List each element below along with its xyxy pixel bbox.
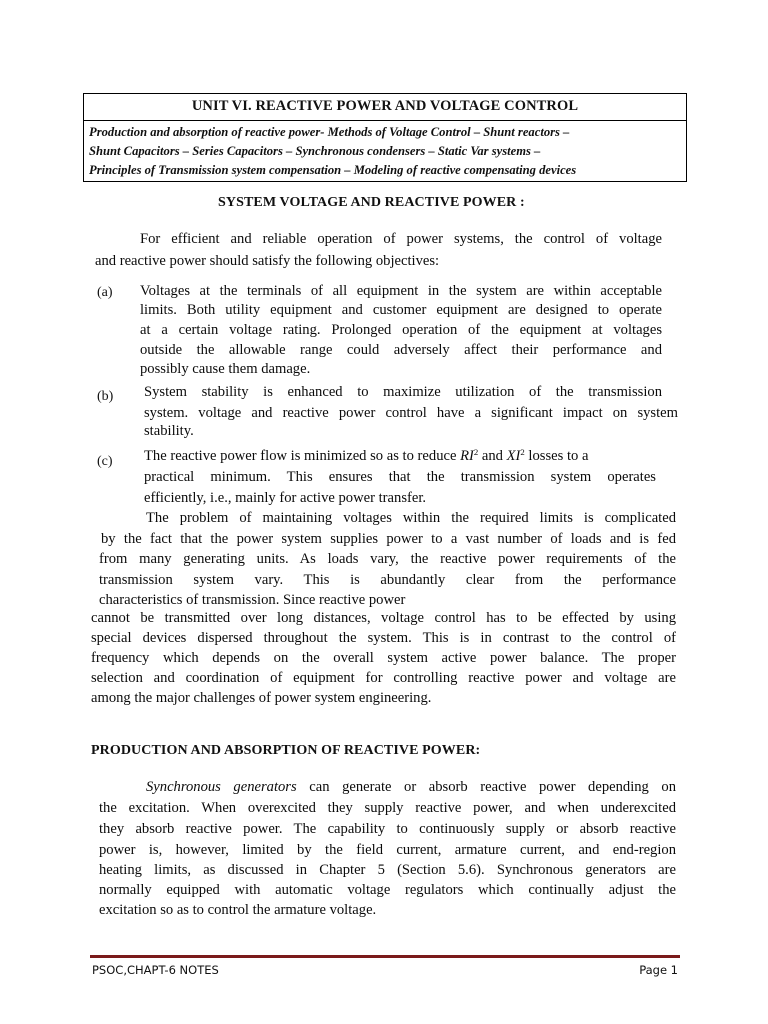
section-heading-production-absorption: PRODUCTION AND ABSORPTION OF REACTIVE POWER:: [91, 743, 481, 758]
sec2-line-1-rest: can generate or absorb reactive power depending on: [296, 779, 676, 795]
para-line-6: cannot be transmitted over long distances, voltage control has to be effected by using: [91, 610, 676, 626]
topics-line-3: Principles of Transmission system compensation – Modeling of reactive compensating devices: [89, 163, 577, 177]
topics-line-1: Production and absorption of reactive power- Methods of Voltage Control – Shunt reactors –: [89, 125, 570, 139]
item-b-line-2: system. voltage and reactive power control have a significant impact on system: [144, 405, 678, 421]
item-c-line-1: [144, 448, 684, 465]
sec2-italic-term: Synchronous generators: [146, 779, 297, 795]
item-c-ri-exp: 2: [473, 448, 479, 458]
section-heading-system-voltage: SYSTEM VOLTAGE AND REACTIVE POWER :: [218, 195, 525, 210]
para-line-4: transmission system vary. This is abundantly clear from the performance: [99, 572, 676, 588]
para-line-8: frequency which depends on the overall system active power balance. The proper: [91, 650, 676, 666]
sec2-line-2: the excitation. When overexcited they supply reactive power, and when underexcited: [99, 800, 676, 816]
item-c-ri: RI: [460, 448, 474, 464]
sec2-line-4: power is, however, limited by the field current, armature current, and end-region: [99, 842, 676, 858]
footer-page-number: Page 1: [639, 963, 678, 977]
para-line-9: selection and coordination of equipment for controlling reactive power and voltage are: [91, 670, 676, 686]
sec2-line-3: they absorb reactive power. The capability to continuously supply or absorb reactive: [99, 821, 676, 837]
para-line-7: special devices dispersed throughout the system. This is in contrast to the control of: [91, 630, 676, 646]
topics-line-2: Shunt Capacitors – Series Capacitors – Synchronous condensers – Static Var systems –: [89, 144, 541, 158]
item-a-line-1: Voltages at the terminals of all equipment in the system are within acceptable: [140, 283, 662, 299]
para-line-2: by the fact that the power system supplies power to a vast number of loads and is fed: [101, 531, 676, 547]
item-label-b: (b): [97, 389, 114, 404]
item-a-line-4: outside the allowable range could adversely affect their performance and: [140, 342, 662, 358]
intro-line-1: For efficient and reliable operation of power systems, the control of voltage: [140, 231, 662, 247]
item-a-line-3: at a certain voltage rating. Prolonged operation of the equipment at voltages: [140, 322, 662, 338]
para-line-5: characteristics of transmission. Since reactive power: [99, 592, 406, 608]
item-label-c: (c): [97, 454, 113, 469]
sec2-line-6: normally equipped with automatic voltage regulators which continually adjust the: [99, 882, 676, 898]
item-c-line-2: practical minimum. This ensures that the transmission system operates: [144, 469, 656, 485]
item-b-line-3: stability.: [144, 423, 194, 439]
item-c-line-3: efficiently, i.e., mainly for active power transfer.: [144, 490, 427, 506]
unit-header-box: [83, 93, 687, 182]
item-label-a: (a): [97, 285, 113, 300]
item-b-line-1: System stability is enhanced to maximize utilization of the transmission: [144, 384, 662, 400]
unit-title: UNIT VI. REACTIVE POWER AND VOLTAGE CONTROL: [84, 94, 686, 121]
para-line-1: The problem of maintaining voltages within the required limits is complicated: [146, 510, 676, 526]
sec2-line-1: [146, 779, 676, 796]
item-c-xi-exp: 2: [520, 448, 525, 458]
footer-doc-title: PSOC,CHAPT-6 NOTES: [92, 963, 219, 977]
sec2-line-5: heating limits, as discussed in Chapter 5 (Section 5.6). Synchronous generators are: [99, 862, 676, 878]
item-c-and: and: [478, 448, 507, 464]
sec2-line-7: excitation so as to control the armature voltage.: [99, 902, 377, 918]
item-c-xi: XI: [506, 448, 521, 464]
item-a-line-2: limits. Both utility equipment and customer equipment are designed to operate: [140, 302, 662, 318]
para-line-10: among the major challenges of power system engineering.: [91, 690, 432, 706]
item-c-line-1-pre: The reactive power flow is minimized so as to reduce: [144, 448, 461, 464]
footer-rule: [90, 955, 680, 958]
item-c-line-1-post: losses to a: [524, 448, 589, 464]
para-line-3: from many generating units. As loads vary, the reactive power requirements of the: [99, 551, 676, 567]
item-a-line-5: possibly cause them damage.: [140, 361, 311, 377]
intro-line-2: and reactive power should satisfy the following objectives:: [95, 253, 440, 269]
unit-topics: [84, 121, 686, 181]
